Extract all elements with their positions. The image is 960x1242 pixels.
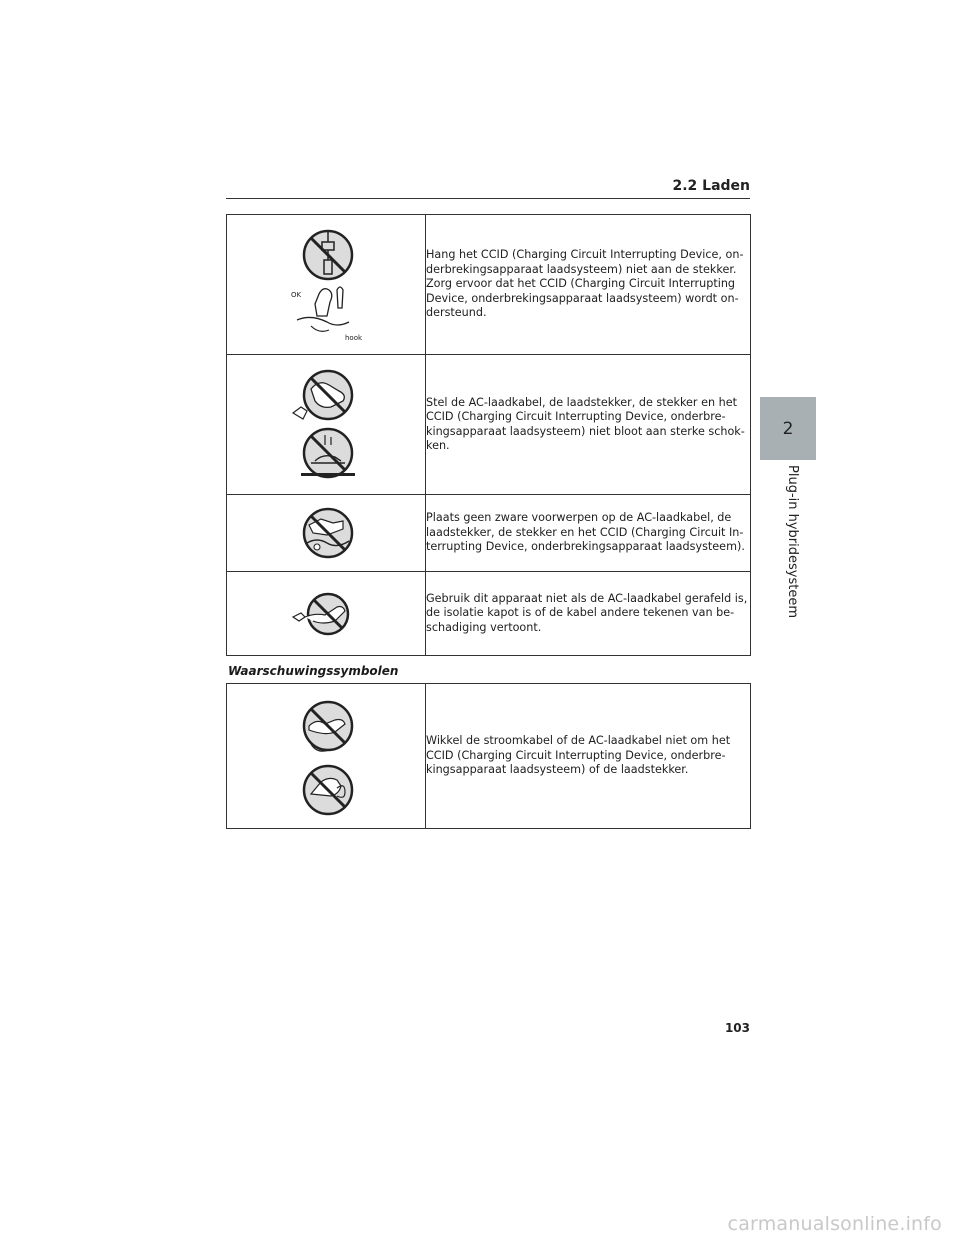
section-title: 2.2 Laden [672, 178, 750, 194]
table-row [227, 684, 751, 829]
no-damaged-cable-icon [271, 589, 381, 639]
warning-symbols-heading: Waarschuwingssymbolen [228, 664, 399, 678]
no-hanging-ccid-icon [271, 222, 381, 347]
illustration-cell [227, 495, 426, 572]
instruction-text: Hang het CCID (Charging Circuit Interrupting Device, onderbrekingsapparaat laadsysteem) niet aan de stekker. Zorg ervoor dat het CCID (Charging Circuit Interrupting Device, onderbrekingsapparaat laadsysteem) wordt ondersteund. [426, 215, 751, 355]
chapter-number: 2 [782, 419, 794, 439]
instruction-text: Plaats geen zware voorwerpen op de AC-laadkabel, de laadstekker, de stekker en het CCID (Charging Circuit Interrupting Device, onderbrekingsapparaat laadsysteem). [426, 495, 751, 572]
table-row [227, 572, 751, 656]
illustration-cell [227, 572, 426, 656]
no-impact-hand-icon [271, 365, 381, 485]
no-dropping-icon [301, 429, 355, 477]
ok-label: OK [291, 291, 302, 299]
illustration-cell [227, 215, 426, 355]
illustration-cell [227, 355, 426, 495]
chapter-tab[interactable] [760, 397, 816, 460]
illustration-cell [227, 684, 426, 829]
instruction-text: Wikkel de stroomkabel of de AC-laadkabel niet om het CCID (Charging Circuit Interrupting Device, onderbrekingsapparaat laadsysteem) of de laadstekker. [426, 684, 751, 829]
instruction-text: Stel de AC-laadkabel, de laadstekker, de stekker en het CCID (Charging Circuit Interrupting Device, onderbrekingsapparaat laadsysteem) niet bloot aan sterke schokken. [426, 355, 751, 495]
watermark[interactable]: carmanualsonline.info [727, 1213, 942, 1235]
warning-table [226, 683, 751, 829]
hook-label: hook [345, 334, 363, 342]
instruction-text: Gebruik dit apparaat niet als de AC-laadkabel gerafeld is, de isolatie kapot is of de kabel andere tekenen van beschadiging vertoont. [426, 572, 751, 656]
table-row [227, 215, 751, 355]
table-row [227, 495, 751, 572]
no-heavy-objects-icon [271, 503, 381, 563]
chapter-label: Plug-in hybridesysteem [785, 465, 800, 619]
page-header [226, 176, 750, 199]
no-wrapping-cable-plug-icon [304, 766, 352, 814]
page-number: 103 [724, 1021, 750, 1035]
no-wrapping-cable-ccid-icon [271, 694, 381, 819]
caution-table [226, 214, 751, 656]
table-row [227, 355, 751, 495]
